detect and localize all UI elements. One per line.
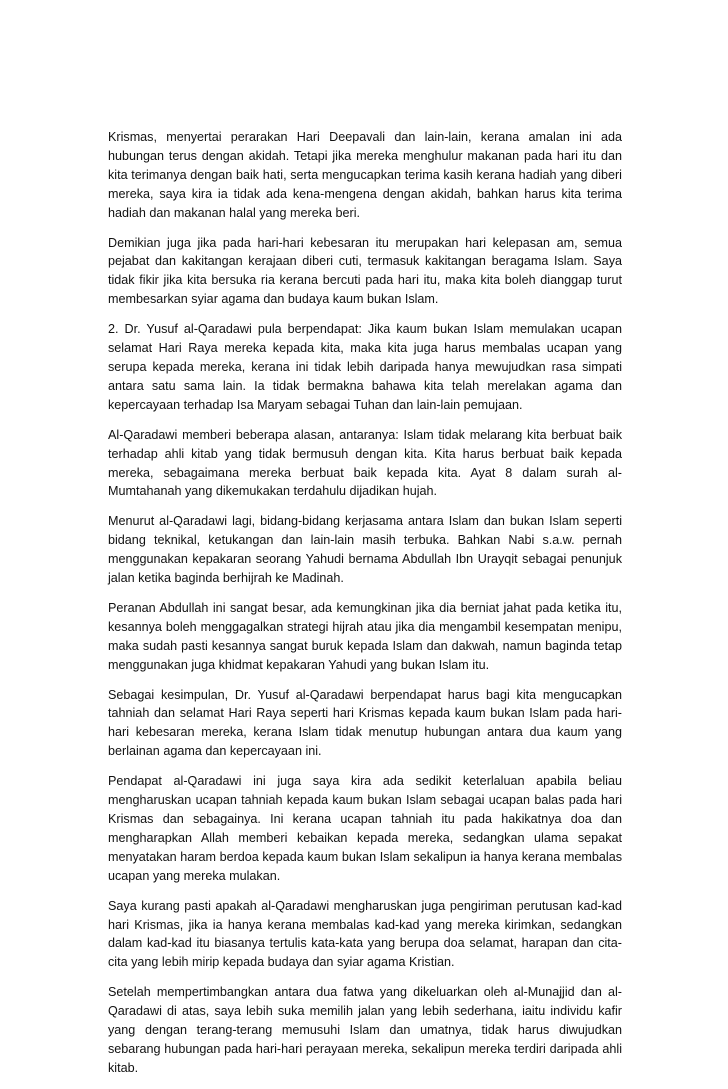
document-page: [108, 128, 622, 1089]
paragraph-9: Saya kurang pasti apakah al-Qaradawi mengharuskan juga pengiriman perutusan kad-kad hari Krismas, jika ia hanya kerana membalas kad-kad yang mereka kirimkan, sedangkan dalam kad-kad itu biasanya tertulis kata-kata yang berupa doa selamat, harapan dan cita-cita yang lebih mirip kepada budaya dan syiar agama Kristian.: [108, 898, 622, 970]
paragraph-10: Setelah mempertimbangkan antara dua fatwa yang dikeluarkan oleh al-Munajjid dan al-Qaradawi di atas, saya lebih suka memilih jalan yang lebih sederhana, iaitu individu kafir yang dengan terang-terang memusuhi Islam dan umatnya, tidak harus diwujudkan sebarang hubungan pada hari-hari perayaan mereka, sekalipun mereka terdiri daripada ahli kitab.: [108, 985, 622, 1075]
paragraph-5: Menurut al-Qaradawi lagi, bidang-bidang kerjasama antara Islam dan bukan Islam seperti bidang teknikal, ketukangan dan lain-lain masih terbuka. Bahkan Nabi s.a.w. pernah menggunakan kepakaran seorang Yahudi bernama Abdullah Ibn Urayqit sebagai penunjuk jalan ketika baginda berhijrah ke Madinah.: [108, 514, 622, 586]
paragraph-3: 2. Dr. Yusuf al-Qaradawi pula berpendapat: Jika kaum bukan Islam memulakan ucapan selamat Hari Raya mereka kepada kita, maka kita juga harus membalas ucapan yang serupa kepada mereka, kerana ini tidak lebih daripada hanya mewujudkan rasa simpati antara satu sama lain. Ia tidak bermakna bahawa kita telah merelakan agama dan kepercayaan terhadap Isa Maryam sebagai Tuhan dan lain-lain pemujaan.: [108, 322, 622, 412]
paragraph-7: Sebagai kesimpulan, Dr. Yusuf al-Qaradawi berpendapat harus bagi kita mengucapkan tahniah dan selamat Hari Raya seperti hari Krismas kepada kaum bukan Islam pada hari-hari kebesaran mereka, kerana Islam tidak menutup hubungan antara dua kaum yang berlainan agama dan kepercayaan ini.: [108, 687, 622, 759]
paragraph-2: Demikian juga jika pada hari-hari kebesaran itu merupakan hari kelepasan am, semua pejabat dan kakitangan kerajaan diberi cuti, termasuk kakitangan beragama Islam. Saya tidak fikir jika kita bersuka ria kerana bercuti pada hari itu, maka kita boleh dianggap turut membesarkan syiar agama dan budaya kaum bukan Islam.: [108, 235, 622, 307]
paragraph-1: Krismas, menyertai perarakan Hari Deepavali dan lain-lain, kerana amalan ini ada hubungan terus dengan akidah. Tetapi jika mereka menghulur makanan pada hari itu dan kita terimanya dengan baik hati, serta mengucapkan terima kasih kerana hadiah yang diberi mereka, saya kira ia tidak ada kena-mengena dengan akidah, bahkan harus kita terima hadiah dan makanan halal yang mereka beri.: [108, 130, 622, 220]
paragraph-8: Pendapat al-Qaradawi ini juga saya kira ada sedikit keterlaluan apabila beliau mengharuskan ucapan tahniah kepada kaum bukan Islam sebagai ucapan balas pada hari Krismas dan sebagainya. Ini kerana ucapan tahniah itu pada hakikatnya doa dan mengharapkan Allah memberi kebaikan kepada mereka, sedangkan ulama sepakat menyatakan haram berdoa kepada kaum bukan Islam sekalipun ia hanya kerana membalas ucapan yang mereka mulakan.: [108, 774, 622, 883]
paragraph-6: Peranan Abdullah ini sangat besar, ada kemungkinan jika dia berniat jahat pada ketika itu, kesannya boleh menggagalkan strategi hijrah atau jika dia mengambil kesempatan menipu, maka sudah pasti kesannya sangat buruk kepada Islam dan dakwah, namun baginda tetap menggunakan juga khidmat kepakaran Yahudi yang bukan Islam itu.: [108, 600, 622, 672]
paragraph-4: Al-Qaradawi memberi beberapa alasan, antaranya: Islam tidak melarang kita berbuat baik terhadap ahli kitab yang tidak bermusuh dengan kita. Kita harus berbuat baik kepada mereka, sebagaimana mereka berbuat baik kepada kita. Ayat 8 dalam surah al-Mumtahanah yang dikemukakan terdahulu dijadikan hujah.: [108, 427, 622, 499]
